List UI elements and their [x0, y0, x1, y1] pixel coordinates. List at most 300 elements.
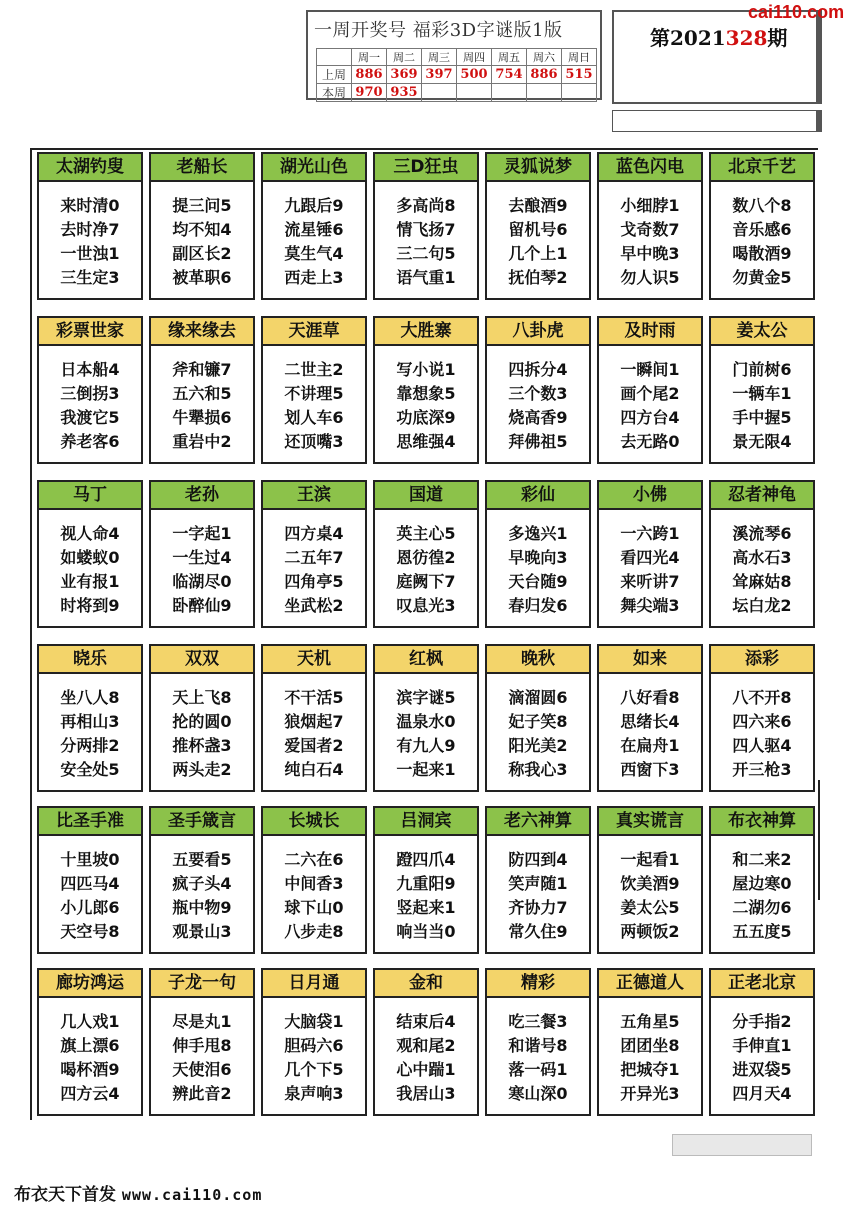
clue-line: 被革职6 — [172, 268, 232, 287]
clue-line: 推杯盏3 — [172, 736, 232, 755]
clue-line: 画个尾2 — [620, 384, 680, 403]
clue-line: 戈奇数7 — [620, 220, 680, 239]
cell-title: 天涯草 — [263, 318, 365, 346]
clue-line: 景无限4 — [732, 432, 792, 451]
draw-number — [527, 84, 562, 102]
cell-title: 姜太公 — [711, 318, 813, 346]
clue-line: 坛白龙2 — [732, 596, 792, 615]
clue-line: 有九人9 — [396, 736, 456, 755]
clue-list — [151, 522, 253, 618]
puzzle-cell — [149, 806, 255, 954]
clue-line: 饮美酒9 — [620, 874, 680, 893]
this-week-row — [317, 84, 597, 102]
puzzle-cell — [261, 480, 367, 628]
clue-line: 二世主2 — [284, 360, 344, 379]
cell-title: 金和 — [375, 970, 477, 998]
clue-line: 流星锤6 — [284, 220, 344, 239]
clue-line: 西窗下3 — [620, 760, 680, 779]
puzzle-cell — [485, 968, 591, 1116]
clue-line: 情飞扬7 — [396, 220, 456, 239]
clue-line: 辨此音2 — [172, 1084, 232, 1103]
cell-title: 国道 — [375, 482, 477, 510]
clue-line: 牛犟损6 — [172, 408, 232, 427]
clue-line: 春归发6 — [508, 596, 568, 615]
clue-line: 二五年7 — [284, 548, 344, 567]
cell-title: 湖光山色 — [263, 154, 365, 182]
clue-list — [599, 522, 701, 618]
clue-line: 四月天4 — [732, 1084, 792, 1103]
clue-list — [151, 1010, 253, 1106]
clue-line: 瓶中物9 — [172, 898, 232, 917]
day-label: 周五 — [492, 49, 527, 66]
puzzle-cell — [709, 968, 815, 1116]
clue-list — [39, 686, 141, 782]
panel-title: 一周开奖号 福彩3D字谜版1版 — [314, 20, 563, 41]
last-week-row — [317, 66, 597, 84]
clue-line: 团团坐8 — [620, 1036, 680, 1055]
clue-line: 齐协力7 — [508, 898, 568, 917]
clue-line: 四匹马4 — [60, 874, 120, 893]
draw-results-panel — [306, 10, 602, 100]
clue-line: 多高尚8 — [396, 196, 456, 215]
clue-line: 英主心5 — [396, 524, 456, 543]
clue-line: 留机号6 — [508, 220, 568, 239]
clue-line: 四六来6 — [732, 712, 792, 731]
clue-line: 分两排2 — [60, 736, 120, 755]
clue-line: 分手指2 — [732, 1012, 792, 1031]
clue-line: 八好看8 — [620, 688, 680, 707]
clue-line: 五角星5 — [620, 1012, 680, 1031]
puzzle-cell — [37, 644, 143, 792]
clue-line: 五要看5 — [172, 850, 232, 869]
clue-line: 如蝼蚁0 — [60, 548, 120, 567]
clue-line: 中间香3 — [284, 874, 344, 893]
day-label: 周日 — [562, 49, 597, 66]
clue-line: 数八个8 — [732, 196, 792, 215]
puzzle-cell — [373, 806, 479, 954]
clue-list — [487, 1010, 589, 1106]
clue-line: 视人命4 — [60, 524, 120, 543]
clue-line: 心中踹1 — [396, 1060, 456, 1079]
clue-line: 几人戏1 — [60, 1012, 120, 1031]
clue-line: 不讲理5 — [284, 384, 344, 403]
clue-list — [263, 194, 365, 290]
cell-title: 马丁 — [39, 482, 141, 510]
puzzle-cell — [597, 644, 703, 792]
clue-line: 几个下5 — [284, 1060, 344, 1079]
puzzle-cell — [37, 968, 143, 1116]
draw-number: 397 — [422, 66, 457, 84]
clue-list — [711, 1010, 813, 1106]
cell-title: 及时雨 — [599, 318, 701, 346]
clue-line: 思绪长4 — [620, 712, 680, 731]
draw-number — [492, 84, 527, 102]
cell-title: 三D狂虫 — [375, 154, 477, 182]
draw-number: 754 — [492, 66, 527, 84]
puzzle-cell — [709, 152, 815, 300]
clue-line: 二湖勿6 — [732, 898, 792, 917]
decorative-box — [612, 110, 822, 132]
puzzle-cell — [149, 152, 255, 300]
cell-title: 彩仙 — [487, 482, 589, 510]
clue-line: 姜太公5 — [620, 898, 680, 917]
cell-title: 红枫 — [375, 646, 477, 674]
cell-title: 小佛 — [599, 482, 701, 510]
draw-number: 515 — [562, 66, 597, 84]
clue-list — [151, 686, 253, 782]
clue-line: 坐八人8 — [60, 688, 120, 707]
clue-line: 屋边寒0 — [732, 874, 792, 893]
puzzle-cell — [149, 644, 255, 792]
clue-list — [151, 358, 253, 454]
clue-list — [487, 848, 589, 944]
puzzle-cell — [37, 152, 143, 300]
cell-title: 长城长 — [263, 808, 365, 836]
clue-line: 尽是丸1 — [172, 1012, 232, 1031]
clue-line: 大脑袋1 — [284, 1012, 344, 1031]
cell-title: 蓝色闪电 — [599, 154, 701, 182]
clue-line: 一世浊1 — [60, 244, 120, 263]
clue-line: 吃三餐3 — [508, 1012, 568, 1031]
clue-line: 八步走8 — [284, 922, 344, 941]
cell-title: 晓乐 — [39, 646, 141, 674]
draw-number — [457, 84, 492, 102]
clue-line: 时将到9 — [60, 596, 120, 615]
clue-line: 纯白石4 — [284, 760, 344, 779]
day-label: 周三 — [422, 49, 457, 66]
puzzle-cell — [709, 806, 815, 954]
clue-line: 常久住9 — [508, 922, 568, 941]
clue-line: 我居山3 — [396, 1084, 456, 1103]
clue-line: 天使泪6 — [172, 1060, 232, 1079]
clue-line: 我渡它5 — [60, 408, 120, 427]
last-week-label: 上周 — [317, 66, 352, 84]
clue-line: 天上飞8 — [172, 688, 232, 707]
puzzle-cell — [149, 968, 255, 1116]
clue-line: 烧高香9 — [508, 408, 568, 427]
clue-line: 临湖尽0 — [172, 572, 232, 591]
clue-line: 西走上3 — [284, 268, 344, 287]
clue-line: 一生过4 — [172, 548, 232, 567]
clue-line: 观和尾2 — [396, 1036, 456, 1055]
clue-list — [263, 1010, 365, 1106]
clue-list — [487, 522, 589, 618]
clue-line: 养老客6 — [60, 432, 120, 451]
clue-line: 进双袋5 — [732, 1060, 792, 1079]
clue-line: 手中握5 — [732, 408, 792, 427]
clue-line: 天空号8 — [60, 922, 120, 941]
day-label: 周四 — [457, 49, 492, 66]
cell-title: 日月通 — [263, 970, 365, 998]
clue-line: 五五度5 — [732, 922, 792, 941]
puzzle-cell — [261, 644, 367, 792]
clue-line: 响当当0 — [396, 922, 456, 941]
cell-title: 比圣手准 — [39, 808, 141, 836]
clue-list — [39, 358, 141, 454]
cell-title: 晚秋 — [487, 646, 589, 674]
decorative-edge — [818, 780, 834, 900]
issue-panel — [612, 10, 822, 104]
clue-line: 抡的圆0 — [172, 712, 232, 731]
this-week-label: 本周 — [317, 84, 352, 102]
cell-title: 缘来缘去 — [151, 318, 253, 346]
cell-title: 灵狐说梦 — [487, 154, 589, 182]
clue-line: 抚伯琴2 — [508, 268, 568, 287]
clue-line: 二六在6 — [284, 850, 344, 869]
clue-line: 和二来2 — [732, 850, 792, 869]
clue-list — [375, 194, 477, 290]
clue-list — [711, 358, 813, 454]
clue-line: 安全处5 — [60, 760, 120, 779]
puzzle-cell — [373, 316, 479, 464]
footer-text: 布衣天下首发 — [14, 1185, 116, 1205]
cell-title: 布衣神算 — [711, 808, 813, 836]
puzzle-cell — [373, 480, 479, 628]
clue-line: 溪流琴6 — [732, 524, 792, 543]
puzzle-cell — [261, 968, 367, 1116]
clue-line: 九重阳9 — [396, 874, 456, 893]
clue-list — [487, 194, 589, 290]
puzzle-cell — [597, 968, 703, 1116]
footer — [14, 1180, 262, 1205]
cell-title: 大胜寨 — [375, 318, 477, 346]
clue-line: 提三问5 — [172, 196, 232, 215]
puzzle-cell — [37, 806, 143, 954]
clue-line: 音乐感6 — [732, 220, 792, 239]
clue-line: 三个数3 — [508, 384, 568, 403]
clue-line: 狼烟起7 — [284, 712, 344, 731]
clue-line: 八不开8 — [732, 688, 792, 707]
clue-line: 叹息光3 — [396, 596, 456, 615]
clue-line: 九跟后9 — [284, 196, 344, 215]
clue-line: 莫生气4 — [284, 244, 344, 263]
clue-list — [39, 522, 141, 618]
clue-line: 勿人识5 — [620, 268, 680, 287]
clue-list — [487, 358, 589, 454]
clue-line: 十里坡0 — [60, 850, 120, 869]
clue-line: 靠想象5 — [396, 384, 456, 403]
cell-title: 双双 — [151, 646, 253, 674]
draw-number: 886 — [527, 66, 562, 84]
clue-line: 妃子笑8 — [508, 712, 568, 731]
clue-line: 开三枪3 — [732, 760, 792, 779]
clue-line: 天台随9 — [508, 572, 568, 591]
draw-number — [422, 84, 457, 102]
puzzle-cell — [597, 480, 703, 628]
cell-title: 廊坊鸿运 — [39, 970, 141, 998]
issue-number: 第2021328期 — [650, 26, 788, 50]
clue-line: 滴溜圆6 — [508, 688, 568, 707]
clue-line: 五六和5 — [172, 384, 232, 403]
clue-list — [263, 686, 365, 782]
puzzle-cell — [261, 806, 367, 954]
clue-line: 几个上1 — [508, 244, 568, 263]
clue-list — [375, 1010, 477, 1106]
cell-title: 真实谎言 — [599, 808, 701, 836]
clue-list — [263, 848, 365, 944]
clue-line: 一起来1 — [396, 760, 456, 779]
clue-list — [487, 686, 589, 782]
clue-line: 寒山深0 — [508, 1084, 568, 1103]
clue-line: 两顿饭2 — [620, 922, 680, 941]
puzzle-cell — [485, 644, 591, 792]
cell-title: 圣手箴言 — [151, 808, 253, 836]
clue-line: 泉声响3 — [284, 1084, 344, 1103]
clue-line: 卧醉仙9 — [172, 596, 232, 615]
puzzle-cell — [37, 316, 143, 464]
clue-list — [39, 1010, 141, 1106]
clue-list — [375, 848, 477, 944]
cell-title: 精彩 — [487, 970, 589, 998]
clue-list — [599, 1010, 701, 1106]
clue-line: 功底深9 — [396, 408, 456, 427]
puzzle-cell — [149, 316, 255, 464]
puzzle-cell — [373, 152, 479, 300]
cell-title: 北京千艺 — [711, 154, 813, 182]
puzzle-cell — [485, 316, 591, 464]
puzzle-cell — [597, 152, 703, 300]
clue-line: 语气重1 — [396, 268, 456, 287]
clue-line: 来时清0 — [60, 196, 120, 215]
draw-number: 970 — [352, 84, 387, 102]
clue-line: 胆码六6 — [284, 1036, 344, 1055]
puzzle-cell — [709, 644, 815, 792]
clue-line: 球下山0 — [284, 898, 344, 917]
clue-line: 庭阙下7 — [396, 572, 456, 591]
clue-line: 三倒拐3 — [60, 384, 120, 403]
puzzle-cell — [485, 152, 591, 300]
clue-list — [599, 848, 701, 944]
clue-list — [39, 848, 141, 944]
clue-line: 和谐号8 — [508, 1036, 568, 1055]
puzzle-cell — [373, 968, 479, 1116]
clue-line: 蹬四爪4 — [396, 850, 456, 869]
cell-title: 太湖钓叟 — [39, 154, 141, 182]
clue-line: 开异光3 — [620, 1084, 680, 1103]
clue-line: 旗上漂6 — [60, 1036, 120, 1055]
clue-list — [599, 194, 701, 290]
puzzle-cell — [373, 644, 479, 792]
clue-line: 称我心3 — [508, 760, 568, 779]
clue-line: 一辆车1 — [732, 384, 792, 403]
clue-line: 四方桌4 — [284, 524, 344, 543]
clue-line: 三生定3 — [60, 268, 120, 287]
clue-line: 再相山3 — [60, 712, 120, 731]
clue-line: 耸麻姑8 — [732, 572, 792, 591]
puzzle-cell — [597, 316, 703, 464]
clue-line: 去无路0 — [620, 432, 680, 451]
clue-line: 爱国者2 — [284, 736, 344, 755]
clue-list — [711, 522, 813, 618]
clue-line: 一起看1 — [620, 850, 680, 869]
clue-list — [263, 358, 365, 454]
clue-line: 竖起来1 — [396, 898, 456, 917]
puzzle-cell — [261, 152, 367, 300]
cell-title: 如来 — [599, 646, 701, 674]
puzzle-cell — [37, 480, 143, 628]
clue-list — [151, 194, 253, 290]
clue-line: 小细脖1 — [620, 196, 680, 215]
draw-number: 886 — [352, 66, 387, 84]
clue-line: 思维强4 — [396, 432, 456, 451]
cell-title: 王滨 — [263, 482, 365, 510]
clue-line: 落一码1 — [508, 1060, 568, 1079]
draw-number: 500 — [457, 66, 492, 84]
day-label: 周六 — [527, 49, 562, 66]
clue-line: 还顶嘴3 — [284, 432, 344, 451]
clue-line: 写小说1 — [396, 360, 456, 379]
clue-line: 均不知4 — [172, 220, 232, 239]
cell-title: 子龙一句 — [151, 970, 253, 998]
day-label: 周一 — [352, 49, 387, 66]
clue-list — [599, 358, 701, 454]
clue-line: 门前树6 — [732, 360, 792, 379]
footer-url: www.cai110.com — [121, 1186, 263, 1204]
clue-list — [39, 194, 141, 290]
clue-line: 在扁舟1 — [620, 736, 680, 755]
puzzle-cell — [149, 480, 255, 628]
clue-line: 伸手甩8 — [172, 1036, 232, 1055]
cell-title: 老船长 — [151, 154, 253, 182]
clue-line: 三二句5 — [396, 244, 456, 263]
puzzle-cell — [597, 806, 703, 954]
day-label: 周二 — [387, 49, 422, 66]
cell-title: 吕洞宾 — [375, 808, 477, 836]
draw-number: 369 — [387, 66, 422, 84]
clue-line: 温泉水0 — [396, 712, 456, 731]
cell-title: 老孙 — [151, 482, 253, 510]
clue-list — [375, 686, 477, 782]
clue-line: 拜佛祖5 — [508, 432, 568, 451]
clue-line: 副区长2 — [172, 244, 232, 263]
site-logo: cai110.com — [748, 2, 845, 22]
clue-line: 四方云4 — [60, 1084, 120, 1103]
clue-line: 划人车6 — [284, 408, 344, 427]
cell-title: 正德道人 — [599, 970, 701, 998]
clue-line: 日本船4 — [60, 360, 120, 379]
cell-title: 老六神算 — [487, 808, 589, 836]
clue-line: 一字起1 — [172, 524, 232, 543]
clue-line: 不干活5 — [284, 688, 344, 707]
cell-title: 正老北京 — [711, 970, 813, 998]
clue-line: 恩彷徨2 — [396, 548, 456, 567]
draw-number — [562, 84, 597, 102]
draw-results-table — [316, 48, 597, 102]
clue-line: 阳光美2 — [508, 736, 568, 755]
clue-line: 勿黄金5 — [732, 268, 792, 287]
clue-line: 早中晚3 — [620, 244, 680, 263]
puzzle-cell — [485, 806, 591, 954]
clue-list — [151, 848, 253, 944]
cell-title: 忍者神龟 — [711, 482, 813, 510]
clue-line: 滨字谜5 — [396, 688, 456, 707]
clue-line: 手伸直1 — [732, 1036, 792, 1055]
clue-list — [711, 194, 813, 290]
cell-title: 天机 — [263, 646, 365, 674]
cell-title: 八卦虎 — [487, 318, 589, 346]
clue-line: 四角亭5 — [284, 572, 344, 591]
clue-line: 两头走2 — [172, 760, 232, 779]
clue-line: 业有报1 — [60, 572, 120, 591]
clue-line: 一瞬间1 — [620, 360, 680, 379]
day-header-row — [317, 49, 597, 66]
clue-line: 重岩中2 — [172, 432, 232, 451]
clue-line: 喝散酒9 — [732, 244, 792, 263]
clue-line: 去时净7 — [60, 220, 120, 239]
clue-list — [711, 686, 813, 782]
clue-list — [711, 848, 813, 944]
clue-list — [599, 686, 701, 782]
